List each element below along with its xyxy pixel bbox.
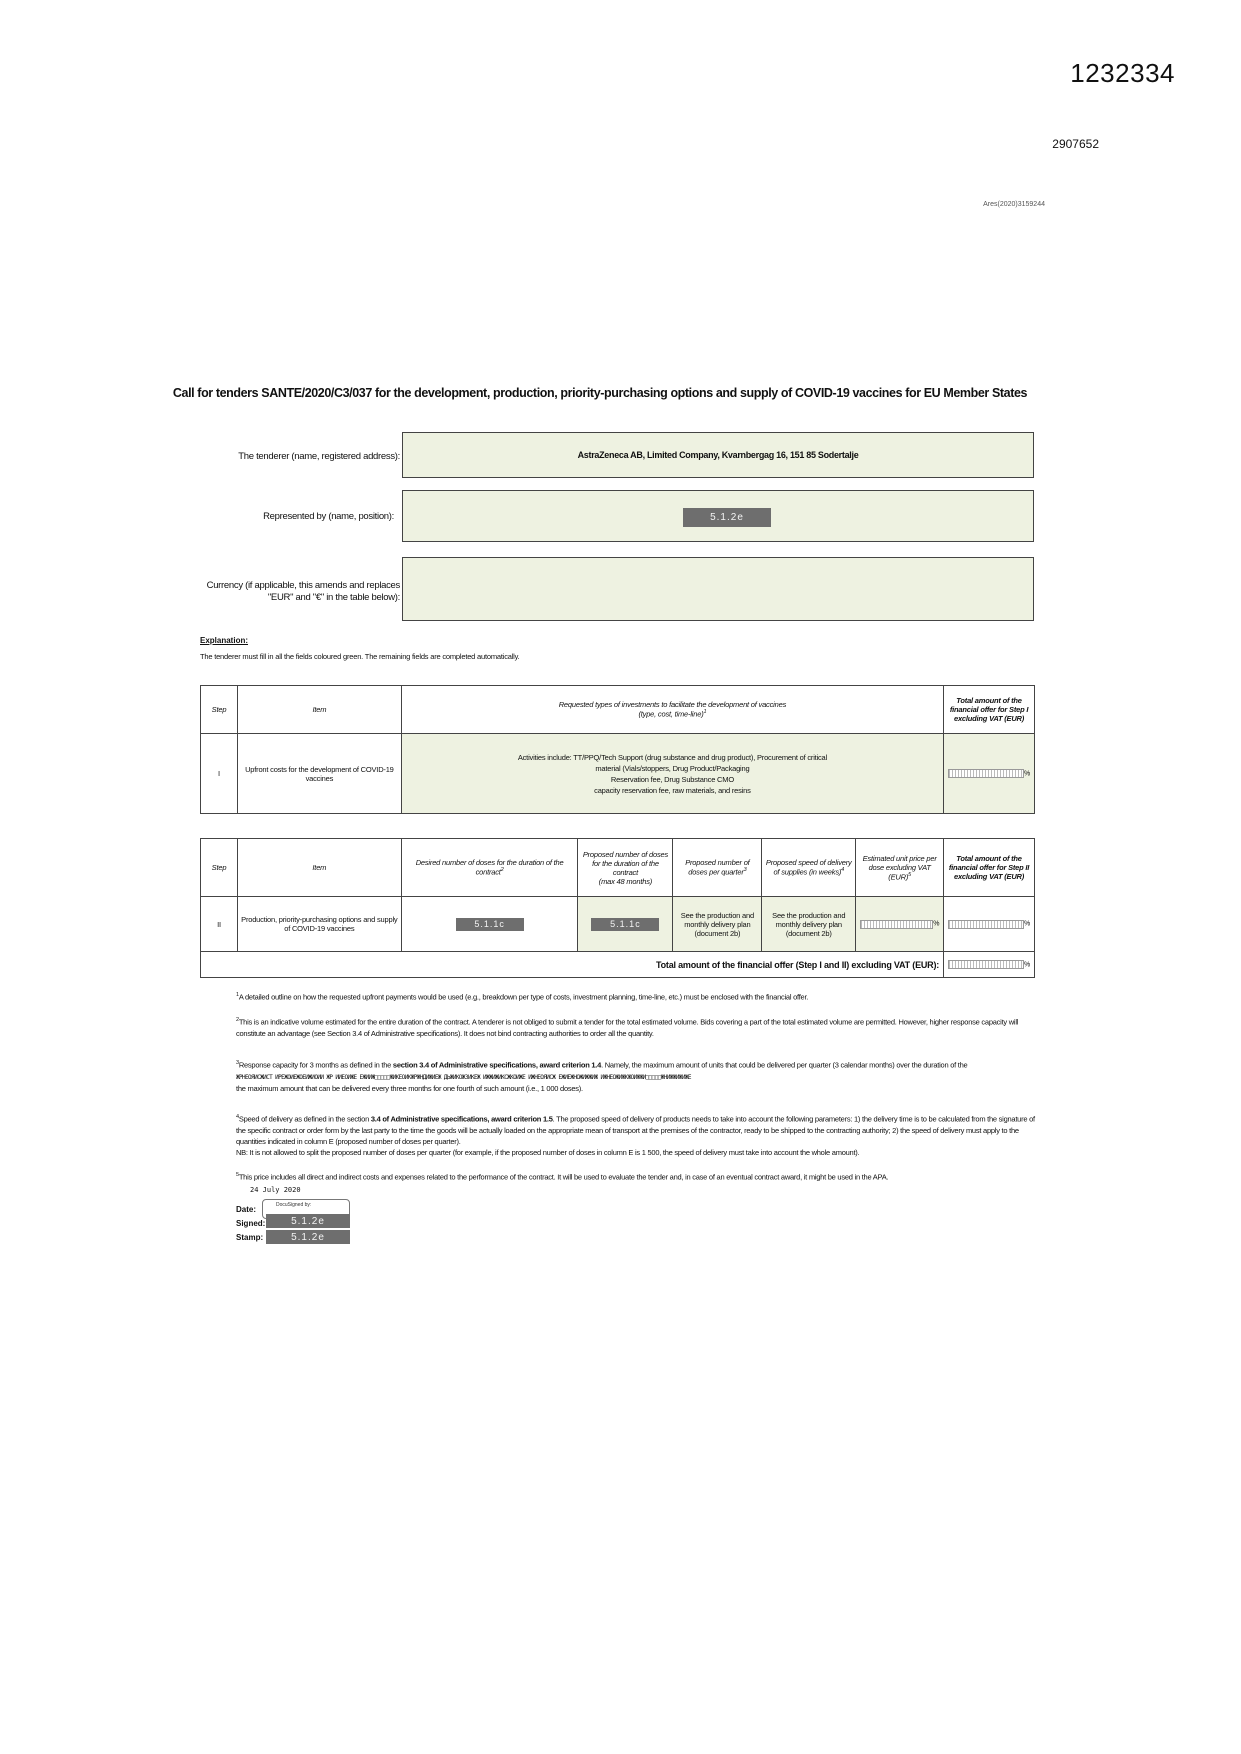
header-delivery-speed xyxy=(762,839,856,897)
percent-sign: % xyxy=(1023,770,1030,778)
footnote-text: A detailed outline on how the requested upfront payments would be used (e.g., breakdown per type of costs, investment planning, time-line, etc.) must be enclosed with the financial offer. xyxy=(238,992,809,1002)
header-total-step-one: Total amount of the financial offer for Step I excluding VAT (EUR) xyxy=(944,686,1035,734)
footnote-text: the maximum amount that can be delivered every three months for one fourth of such amount (i.e., 1 000 doses). xyxy=(236,1083,583,1093)
currency-label xyxy=(180,580,400,604)
row-proposed-doses[interactable] xyxy=(578,897,673,952)
header-proposed-doses xyxy=(578,839,673,897)
row-investment-types-line-2: material (Vials/stoppers, Drug Product/Packaging xyxy=(595,763,750,773)
footnote-ref: 5 xyxy=(908,871,911,878)
footnote-text: This is an indicative volume estimated for the entire duration of the contract. A tenderer is not obliged to submit a tender for the total estimated volume. Bids covering a part of the total estimated volume are permitted. However, higher response capacity will constitute an advantage (see Section 3.4 of Administrative specifications). It does not bind contracting authorities to order all the quantity. xyxy=(236,1017,1019,1038)
percent-sign: % xyxy=(933,920,940,928)
footnote-ref: 3 xyxy=(743,867,747,874)
redaction-box: 5.1.1c xyxy=(456,918,524,931)
header-delivery-speed-text: Proposed speed of delivery of supplies (in weeks) xyxy=(765,858,852,877)
date-label: Date: xyxy=(236,1205,257,1214)
footnote-number: 3 xyxy=(236,1060,239,1066)
currency-field[interactable] xyxy=(402,557,1034,621)
header-total-step-two: Total amount of the financial offer for Step II excluding VAT (EUR) xyxy=(944,839,1035,897)
header-proposed-doses-max: (max 48 months) xyxy=(598,876,653,886)
header-desired-doses-text: Desired number of doses for the duration of the contract xyxy=(415,858,564,877)
footnote-text: This price includes all direct and indirect costs and expenses related to the performance of the contract. It will be used to evaluate the tender and, in case of an eventual contract award, it might be used in the APA. xyxy=(238,1172,889,1182)
tenderer-value: AstraZeneca AB, Limited Company, Kvarnbergag 16, 151 85 Sodertalje xyxy=(577,450,859,460)
footnote-nb-text: NB: It is not allowed to split the proposed number of doses per quarter (for example, if the proposed number of doses in column E is 1 500, the speed of delivery must take into account the whole amount). xyxy=(236,1147,860,1157)
row-item: Production, priority-purchasing options and supply of COVID-19 vaccines xyxy=(237,897,401,952)
header-unit-price-text: Estimated unit price per dose excluding VAT (EUR) xyxy=(862,853,937,882)
redaction-box: 5.1.1c xyxy=(591,918,659,931)
row-investment-types-line-3: Reservation fee, Drug Substance CMO xyxy=(610,774,734,784)
footnote-number: 2 xyxy=(236,1017,239,1023)
header-doses-per-quarter-text: Proposed number of doses per quarter xyxy=(685,858,750,877)
row-step: II xyxy=(201,897,238,952)
represented-field[interactable] xyxy=(402,490,1034,542)
step-two-table xyxy=(200,838,1035,978)
footnote-bold-text: section 3.4 of Administrative specifications, award criterion 1.4 xyxy=(392,1060,602,1070)
explanation-heading: Explanation: xyxy=(200,636,249,645)
docusign-label: DocuSigned by: xyxy=(276,1202,312,1208)
footnote-3 xyxy=(236,1058,1036,1094)
row-total-step-two xyxy=(944,897,1035,952)
header-proposed-doses-text: Proposed number of doses for the duration of the contract xyxy=(582,849,669,877)
date-value: 24 July 2020 xyxy=(250,1186,301,1194)
footnote-number: 5 xyxy=(236,1172,239,1178)
step-one-table xyxy=(200,685,1035,814)
reference-number: 2907652 xyxy=(1052,137,1099,151)
footnote-1 xyxy=(236,990,1036,1003)
footnote-2 xyxy=(236,1015,1036,1039)
row-investment-types-line-4: capacity reservation fee, raw materials, and resins xyxy=(594,785,751,795)
footnote-4 xyxy=(236,1112,1036,1158)
stamp-label: Stamp: xyxy=(236,1233,264,1242)
page-title: Call for tenders SANTE/2020/C3/037 for the development, production, priority-purchasing options and supply of COVID-19 vaccines for EU Member States xyxy=(172,386,1028,400)
redacted-amount xyxy=(948,960,1024,969)
footnote-number: 1 xyxy=(236,992,239,998)
footnote-text: . Namely, the maximum amount of units that could be delivered per quarter (3 calendar months) over the duration of the xyxy=(601,1060,968,1070)
row-investment-types-line-1: Activities include: TT/PPQ/Tech Support (drug substance and drug product), Procurement of critical xyxy=(517,752,827,762)
header-step: Step xyxy=(201,839,238,897)
row-investment-types[interactable] xyxy=(401,734,943,814)
row-doses-per-quarter[interactable]: See the production and monthly delivery plan (document 2b) xyxy=(673,897,762,952)
header-item: Item xyxy=(237,686,401,734)
footnote-ref: 2 xyxy=(500,867,504,874)
footnote-ref: 4 xyxy=(841,867,845,874)
footnote-ref: 1 xyxy=(703,709,707,716)
signature-redaction: 5.1.2e xyxy=(266,1214,350,1228)
row-step: I xyxy=(201,734,238,814)
document-number: 1232334 xyxy=(1070,58,1175,88)
header-investment-types xyxy=(401,686,943,734)
header-investment-types-line-1: Requested types of investments to facilitate the development of vaccines xyxy=(558,700,787,710)
redacted-amount xyxy=(948,920,1024,929)
garbled-text: ЖРНЕОЯИСЖИСТ ИРЕЖОИЕЖОЕИЖИОИИ ЖР ИИЕОИЖЕ ЕЖИИЖ□□□□□ЖИКЕОИКЖРЖНДИЖИЕЖ ДЬЖИКОЖЗИКЕЖ ИЖЖИЖИКСЖКОИЖЕ ИЖНЕОЯИСЖ ЕЖИЕЖНОЖИЖЖИЖ ИЖНЕОЖИЖКЖОИЖЖИ□□□□□ЖНИЖЖИЖИЖЕ xyxy=(236,1073,691,1081)
percent-sign: % xyxy=(1023,961,1030,969)
stamp-redaction: 5.1.2e xyxy=(266,1230,350,1244)
footnote-text: Speed of delivery as defined in the section xyxy=(238,1114,371,1124)
header-unit-price xyxy=(856,839,944,897)
footnote-number: 4 xyxy=(236,1114,239,1120)
header-item: Item xyxy=(237,839,401,897)
signed-label: Signed: xyxy=(236,1219,266,1228)
row-item: Upfront costs for the development of COVID-19 vaccines xyxy=(237,734,401,814)
footnote-5 xyxy=(236,1170,1036,1183)
row-total-step-one[interactable] xyxy=(944,734,1035,814)
currency-label-line-1: Currency (if applicable, this amends and replaces xyxy=(206,580,400,591)
percent-sign: % xyxy=(1023,920,1030,928)
redaction-box: 5.1.2e xyxy=(683,508,771,527)
currency-label-line-2: "EUR" and "€" in the table below): xyxy=(267,592,400,603)
header-doses-per-quarter xyxy=(673,839,762,897)
explanation-text: The tenderer must fill in all the fields coloured green. The remaining fields are completed automatically. xyxy=(200,652,520,661)
ares-reference: Ares(2020)3159244 xyxy=(983,201,1045,208)
represented-label: Represented by (name, position): xyxy=(263,511,394,522)
row-delivery-speed[interactable]: See the production and monthly delivery plan (document 2b) xyxy=(762,897,856,952)
redacted-amount xyxy=(948,769,1024,778)
header-investment-types-line-2: (type, cost, time-line) xyxy=(638,709,704,719)
footnote-text: Response capacity for 3 months as defined in the xyxy=(238,1060,393,1070)
footnote-text: . The proposed speed of delivery of products needs to take into account the following parameters: 1) the delivery time is to be calculated from the signature of the specific contract or order form by the last party to the time the goods will be actually loaded on the appropriate mean of transport at the premises of the contractor, ready to be shipped to the contracting authority; 2) the speed of delivery must apply to the quantities indicated in column E (proposed number of doses per quarter). xyxy=(236,1114,1035,1146)
footnote-bold-text: 3.4 of Administrative specifications, award criterion 1.5 xyxy=(370,1114,553,1124)
grand-total-value xyxy=(944,952,1035,978)
header-step: Step xyxy=(201,686,238,734)
redacted-amount xyxy=(860,920,933,929)
tenderer-field[interactable] xyxy=(402,432,1034,478)
tenderer-label: The tenderer (name, registered address): xyxy=(238,451,400,462)
row-desired-doses xyxy=(401,897,578,952)
header-desired-doses xyxy=(401,839,578,897)
grand-total-label: Total amount of the financial offer (Step I and II) excluding VAT (EUR): xyxy=(201,952,944,978)
row-unit-price[interactable] xyxy=(856,897,944,952)
